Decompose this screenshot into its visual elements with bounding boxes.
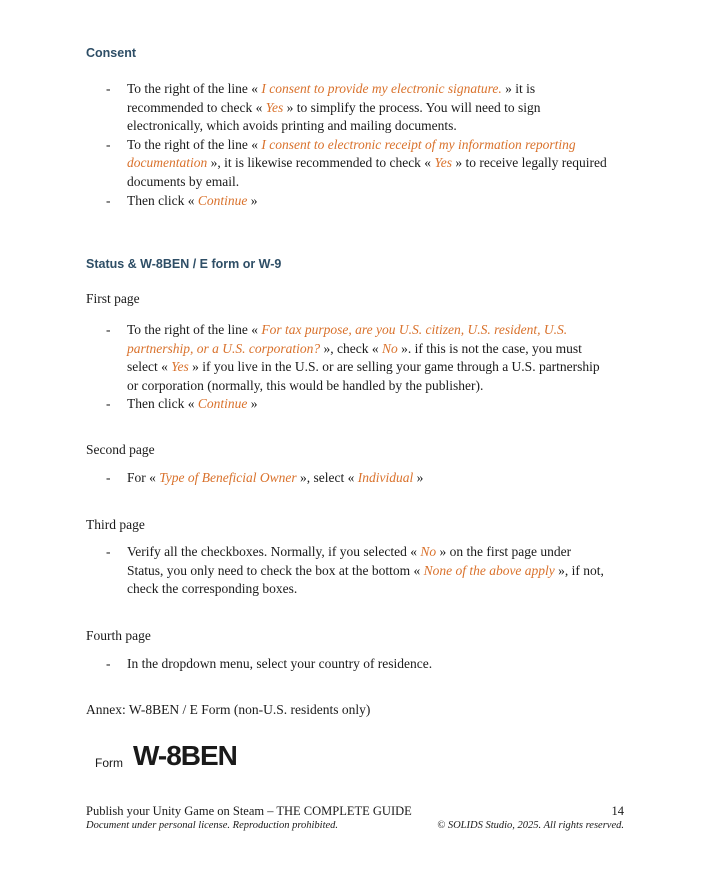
list-item: - For « Type of Beneficial Owner », select « Individual » — [106, 470, 424, 485]
highlight-text: Continue — [197, 192, 248, 208]
fourth-page-list — [0, 655, 710, 674]
form-code: W-8BEN — [133, 740, 237, 771]
third-page-list — [0, 543, 710, 599]
highlight-text: Yes — [171, 359, 189, 375]
highlight-text: Individual — [357, 470, 414, 485]
highlight-text: Yes — [434, 155, 452, 171]
list-item: - Then click « Continue » — [106, 396, 258, 412]
subheading-third-page: Third page — [86, 517, 145, 532]
list-item: - Then click « Continue » — [106, 192, 258, 208]
list-item: - In the dropdown menu, select your country of residence. — [106, 656, 433, 671]
form-title — [95, 740, 237, 772]
annex-title: Annex: W-8BEN / E Form (non-U.S. residents only) — [86, 702, 371, 717]
highlight-text: I consent to electronic receipt of my information reporting documentation — [127, 136, 576, 171]
highlight-text: No — [420, 544, 437, 559]
footer-copyright: © SOLIDS Studio, 2025. All rights reserved. — [437, 820, 624, 831]
highlight-text: No — [382, 340, 398, 356]
list-item: - To the right of the line « I consent to provide my electronic signature. » it is recommended to check « Yes » to simplify the process. You will need to sign electronically, which avoids printing and mailing documents. — [106, 81, 541, 134]
list-item: - To the right of the line « For tax purpose, are you U.S. citizen, U.S. resident, U.S. partnership, or a U.S. corporation? », check « No ». if this is not the case, you must select « Yes » if you live in the U.S. or are selling your game through a U.S. partnership or corporation (normally, this would be handled by the publisher). — [106, 322, 600, 393]
highlight-text: For tax purpose, are you U.S. citizen, U.S. resident, U.S. partnership, or a U.S. corporation? — [127, 322, 568, 356]
footer-title: Publish your Unity Game on Steam – THE COMPLETE GUIDE — [86, 804, 412, 818]
highlight-text: I consent to provide my electronic signature. — [261, 81, 502, 96]
subheading-first-page: First page — [86, 291, 140, 306]
second-page-list — [0, 469, 710, 488]
page-number: 14 — [611, 804, 624, 818]
highlight-text: Type of Beneficial Owner — [159, 470, 297, 485]
first-page-list — [0, 321, 710, 414]
heading-status: Status & W-8BEN / E form or W-9 — [86, 257, 282, 271]
heading-consent: Consent — [86, 46, 136, 60]
subheading-second-page: Second page — [86, 442, 155, 457]
list-item: - To the right of the line « I consent to electronic receipt of my information reporting documentation », it is likewise recommended to check « Yes » to receive legally required documents by email. — [106, 136, 607, 189]
footer-license: Document under personal license. Reproduction prohibited. — [86, 820, 339, 831]
list-item: - Verify all the checkboxes. Normally, if you selected « No » on the first page under Status, you only need to check the box at the bottom « None of the above apply », if not, check the corresponding boxes. — [106, 544, 604, 597]
highlight-text: Continue — [197, 396, 248, 412]
consent-list — [0, 80, 710, 210]
form-label: Form — [95, 756, 123, 770]
highlight-text: Yes — [265, 99, 284, 115]
highlight-text: None of the above apply — [423, 562, 555, 578]
subheading-fourth-page: Fourth page — [86, 628, 151, 643]
